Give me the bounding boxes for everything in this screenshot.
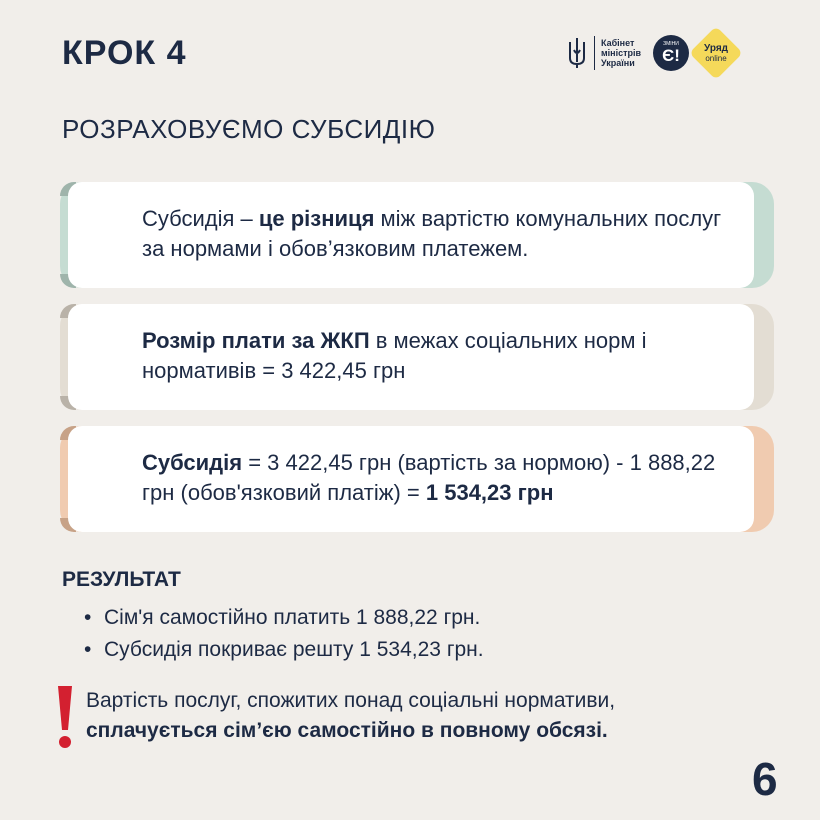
card-text: Розмір плати за ЖКП в межах соціальних норм і нормативів = 3 422,45 грн [142,328,647,383]
page-title: КРОК 4 [62,34,187,72]
clipboard-strategy-icon [80,459,120,499]
zmin-logo: ЗМІНИ Є! [653,35,689,71]
info-card-subsidy-calculation [60,426,774,532]
exclamation-icon [54,684,76,750]
result-heading: РЕЗУЛЬТАТ [62,568,181,591]
card-text: Субсидія – це різниця між вартістю комунальних послуг за нормами і обов’язковим платежем. [142,206,722,261]
page-number: 6 [752,753,778,805]
list-item: • Сім'я самостійно платить 1 888,22 грн. [84,602,484,634]
logo-separator [594,36,595,70]
logos [566,30,735,76]
info-card-definition [60,182,774,288]
info-card-payment-size [60,304,774,410]
cabinet-logo-text: Кабінет міністрів України [601,38,642,68]
result-list [84,602,484,666]
uryad-online-logo: Уряд online [689,26,743,80]
document-list-icon [80,215,120,255]
warning-text: Вартість послуг, спожитих понад соціальні нормативи, сплачується сім’єю самостійно в повному обсязі. [86,689,616,742]
card-text: Субсидія = 3 422,45 грн (вартість за нормою) - 1 888,22 грн (обов'язковий платіж) = 1 534,23 грн [142,450,716,505]
trident-icon [566,36,588,70]
section-subtitle: РОЗРАХОВУЄМО СУБСИДІЮ [62,114,436,144]
list-item: • Субсидія покриває решту 1 534,23 грн. [84,634,484,666]
clipboard-strategy-icon [80,337,120,377]
